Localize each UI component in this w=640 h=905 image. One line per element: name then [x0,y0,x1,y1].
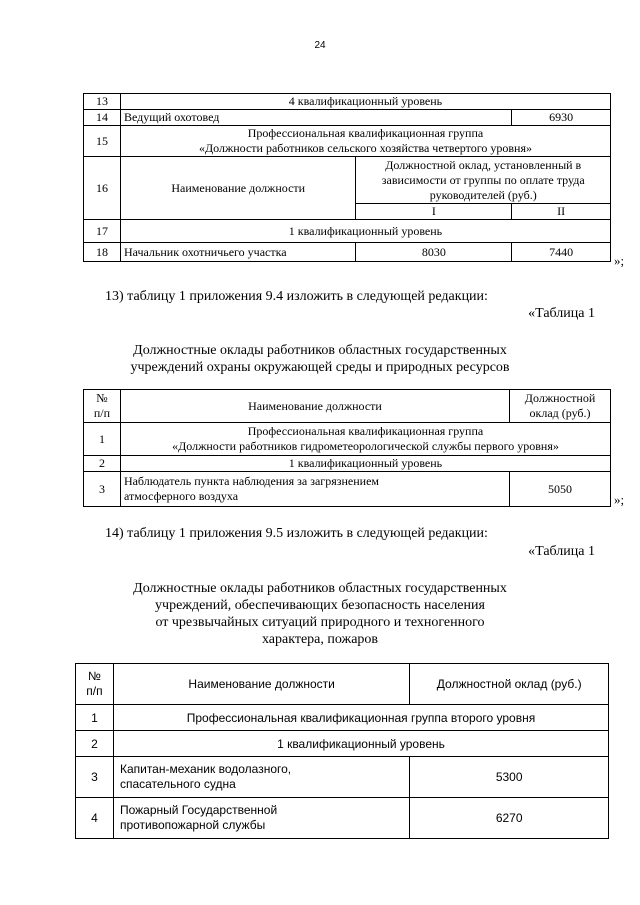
row-number: 2 [84,456,121,472]
salary-header-line: Должностной оклад, установленный в [385,157,582,172]
position-name-line: Пожарный Государственной [119,803,278,817]
table-title [0,580,640,648]
qualification-level: 1 квалификационный уровень [120,220,610,243]
position-name-header: Наименование должности [120,157,356,220]
row-number: 14 [84,110,121,126]
table-header-row [84,157,611,204]
table-row [76,731,609,757]
salary-header-line: оклад (руб.) [529,406,591,420]
table-row [84,423,611,456]
salary-value: 5050 [510,472,611,507]
num-header-line: № [88,669,101,683]
table-row [84,456,611,472]
salary-value: 6270 [410,798,609,839]
row-number: 1 [84,423,121,456]
num-header [76,664,114,705]
row-number: 3 [76,757,114,798]
closing-quote: »; [614,492,625,507]
qualification-level: 1 квалификационный уровень [120,456,610,472]
position-name-header: Наименование должности [113,664,409,705]
position-name [120,472,509,507]
table-title [0,342,640,376]
salary-table-safety [75,663,609,839]
num-header-line: п/п [93,406,111,420]
row-number: 16 [84,157,121,220]
row-number: 1 [76,705,114,731]
closing-quote: »; [614,253,625,268]
salary-value-1: 8030 [356,243,512,262]
salary-header-line: зависимости от группы по оплате труда [381,172,585,187]
title-line: характера, пожаров [261,632,379,647]
title-line: Должностные оклады работников областных государственных [133,343,507,358]
table-row [76,757,609,798]
num-header [84,390,121,423]
position-name: Начальник охотничьего участка [120,243,356,262]
num-header-line: № [96,391,108,405]
title-line: учреждений, обеспечивающих безопасность населения [155,598,485,613]
position-name [113,757,409,798]
salary-value-2: 7440 [512,243,611,262]
group-col-2: II [512,204,611,220]
position-name [113,798,409,839]
group-title: Профессиональная квалификационная группа [247,424,484,438]
row-number: 4 [76,798,114,839]
table-row [84,472,611,507]
salary-header-line: Должностной [524,391,596,405]
qualification-group [120,423,610,456]
table-label: «Таблица 1 [528,306,595,321]
title-line: от чрезвычайных ситуаций природного и техногенного [155,615,485,630]
salary-header [510,390,611,423]
qualification-group [120,126,610,157]
qualification-level: 4 квалификационный уровень [120,94,610,110]
table-label: «Таблица 1 [528,544,595,559]
position-name-line: Наблюдатель пункта наблюдения за загрязнением [123,474,379,488]
table-row [76,705,609,731]
position-name-line: Капитан-механик водолазного, [119,762,292,776]
salary-header [356,157,611,204]
group-subtitle: «Должности работников гидрометеорологической службы первого уровня» [172,439,559,453]
title-line: Должностные оклады работников областных государственных [133,581,507,596]
salary-header-line: руководителей (руб.) [429,187,537,202]
title-line: учреждений охраны окружающей среды и природных ресурсов [130,360,510,375]
amendment-paragraph-14: 14) таблицу 1 приложения 9.5 изложить в следующей редакции: [105,526,488,541]
row-number: 2 [76,731,114,757]
group-subtitle: «Должности работников сельского хозяйства четвертого уровня» [198,141,532,155]
table-header-row [84,390,611,423]
qualification-group: Профессиональная квалификационная группа второго уровня [113,705,608,731]
salary-header: Должностной оклад (руб.) [410,664,609,705]
salary-table-environment [83,389,611,507]
position-name-line: атмосферного воздуха [123,489,239,503]
position-name: Ведущий охотовед [120,110,511,126]
row-number: 15 [84,126,121,157]
table-row [76,798,609,839]
row-number: 13 [84,94,121,110]
table-row [84,110,611,126]
page-number: 24 [314,40,326,51]
table-row [84,94,611,110]
group-title: Профессиональная квалификационная группа [247,126,484,140]
row-number: 17 [84,220,121,243]
row-number: 18 [84,243,121,262]
table-header-row [76,664,609,705]
position-name-line: противопожарной службы [119,818,266,832]
amendment-paragraph-13: 13) таблицу 1 приложения 9.4 изложить в следующей редакции: [105,289,488,304]
salary-value: 6930 [512,110,611,126]
position-name-line: спасательного судна [119,777,236,791]
salary-value: 5300 [410,757,609,798]
salary-table-continuation [83,93,611,262]
table-row [84,126,611,157]
num-header-line: п/п [86,684,103,698]
qualification-level: 1 квалификационный уровень [113,731,608,757]
group-col-1: I [356,204,512,220]
table-row [84,243,611,262]
table-row [84,220,611,243]
position-name-header: Наименование должности [120,390,509,423]
row-number: 3 [84,472,121,507]
